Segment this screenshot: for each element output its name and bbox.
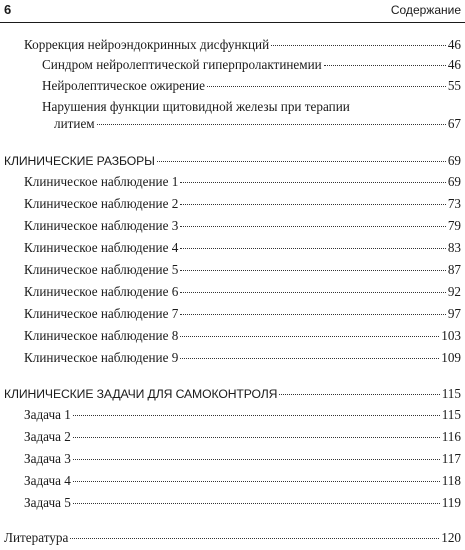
toc-entry[interactable] xyxy=(24,473,461,489)
toc-section[interactable] xyxy=(4,153,461,169)
toc-entry-page: 115 xyxy=(441,386,461,401)
toc-entry[interactable] xyxy=(24,407,461,423)
toc-entry-page: 118 xyxy=(441,473,461,488)
toc-entry-title: Синдром нейролептической гиперпролактинемии xyxy=(42,57,322,72)
toc-entry-page: 119 xyxy=(441,495,461,510)
toc-entry-page: 69 xyxy=(447,174,461,189)
toc-leader-dots xyxy=(180,226,445,227)
toc-entry-page: 109 xyxy=(441,350,461,365)
toc-leader-dots xyxy=(180,248,445,249)
toc-entry-title: Коррекция нейроэндокринных дисфункций xyxy=(24,37,270,52)
toc-entry[interactable] xyxy=(24,240,461,256)
toc-entry-page: 103 xyxy=(441,328,461,343)
toc-leader-dots xyxy=(157,161,446,162)
toc-leader-dots xyxy=(180,358,439,359)
toc-entry-title: Клиническое наблюдение 7 xyxy=(24,306,179,321)
toc-leader-dots xyxy=(73,437,440,438)
toc-entry[interactable] xyxy=(24,328,461,344)
toc-entry[interactable] xyxy=(54,116,461,132)
toc-entry[interactable] xyxy=(24,262,461,278)
toc-entry[interactable] xyxy=(24,306,461,322)
toc-entry-page: 73 xyxy=(447,196,461,211)
toc-entry-page: 97 xyxy=(447,306,461,321)
toc-entry-page: 92 xyxy=(447,284,461,299)
toc-entry-title: Клиническое наблюдение 4 xyxy=(24,240,179,255)
toc-leader-dots xyxy=(180,182,445,183)
toc-entry-title: Клиническое наблюдение 6 xyxy=(24,284,179,299)
toc-section[interactable] xyxy=(4,386,461,402)
toc-entry-title: Клиническое наблюдение 8 xyxy=(24,328,179,343)
toc-entry-page: 55 xyxy=(447,78,461,93)
toc-entry-page: 87 xyxy=(447,262,461,277)
toc-leader-dots xyxy=(73,481,440,482)
toc-section-title: КЛИНИЧЕСКИЕ РАЗБОРЫ xyxy=(4,154,155,168)
toc-entry-title: Задача 1 xyxy=(24,407,71,422)
toc-section-title: КЛИНИЧЕСКИЕ ЗАДАЧИ ДЛЯ САМОКОНТРОЛЯ xyxy=(4,387,278,401)
toc-entry[interactable] xyxy=(24,218,461,234)
toc-leader-dots xyxy=(180,314,445,315)
toc-entry-title-line2: литием xyxy=(54,116,95,131)
toc-leader-dots xyxy=(207,86,446,87)
toc-entry-page: 79 xyxy=(447,218,461,233)
toc-entry-title-line1: Нарушения функции щитовидной железы при терапии xyxy=(42,99,350,114)
page-header xyxy=(0,0,465,23)
toc-entry-title: Нейролептическое ожирение xyxy=(42,78,205,93)
toc-entry[interactable] xyxy=(24,451,461,467)
page-number: 6 xyxy=(4,2,12,17)
toc-leader-dots xyxy=(279,394,439,395)
toc-leader-dots xyxy=(324,65,446,66)
toc-entry[interactable] xyxy=(24,284,461,300)
toc-leader-dots xyxy=(271,45,446,46)
toc-entry-page: 117 xyxy=(441,451,461,466)
toc-leader-dots xyxy=(180,336,439,337)
toc-entry-references[interactable] xyxy=(4,530,461,546)
toc-entry-title: Клиническое наблюдение 2 xyxy=(24,196,179,211)
toc-entry[interactable] xyxy=(24,429,461,445)
toc-entry[interactable] xyxy=(24,174,461,190)
running-title: Содержание xyxy=(390,3,461,17)
toc-entry-title: Клиническое наблюдение 3 xyxy=(24,218,179,233)
toc-leader-dots xyxy=(97,124,446,125)
toc-entry[interactable] xyxy=(42,57,461,73)
toc-entry-page: 116 xyxy=(441,429,461,444)
toc-entry[interactable] xyxy=(24,37,461,53)
toc-entry[interactable] xyxy=(24,196,461,212)
toc-entry[interactable] xyxy=(24,350,461,366)
toc-leader-dots xyxy=(180,292,445,293)
toc-entry-title: Задача 5 xyxy=(24,495,71,510)
toc-entry-title: Клиническое наблюдение 5 xyxy=(24,262,179,277)
toc-entry[interactable] xyxy=(24,495,461,511)
toc-leader-dots xyxy=(70,538,439,539)
toc-entry-page: 46 xyxy=(447,57,461,72)
toc-entry-page: 69 xyxy=(447,153,461,168)
toc-entry-page: 115 xyxy=(441,407,461,422)
toc-entry-title: Задача 3 xyxy=(24,451,71,466)
toc-entry-title: Задача 2 xyxy=(24,429,71,444)
toc-entry-title: Клиническое наблюдение 9 xyxy=(24,350,179,365)
toc-entry[interactable] xyxy=(42,78,461,94)
toc-entry-page: 83 xyxy=(447,240,461,255)
toc-entry-page: 67 xyxy=(447,116,461,131)
toc-leader-dots xyxy=(180,270,445,271)
toc-entry-page: 120 xyxy=(441,530,461,545)
toc-entry-title: Литература xyxy=(4,530,69,545)
toc-entry-title: Клиническое наблюдение 1 xyxy=(24,174,179,189)
toc-leader-dots xyxy=(73,415,440,416)
toc-leader-dots xyxy=(73,459,440,460)
toc-entry-page: 46 xyxy=(447,37,461,52)
toc-leader-dots xyxy=(180,204,445,205)
toc-entry-title: Задача 4 xyxy=(24,473,71,488)
toc-leader-dots xyxy=(73,503,440,504)
